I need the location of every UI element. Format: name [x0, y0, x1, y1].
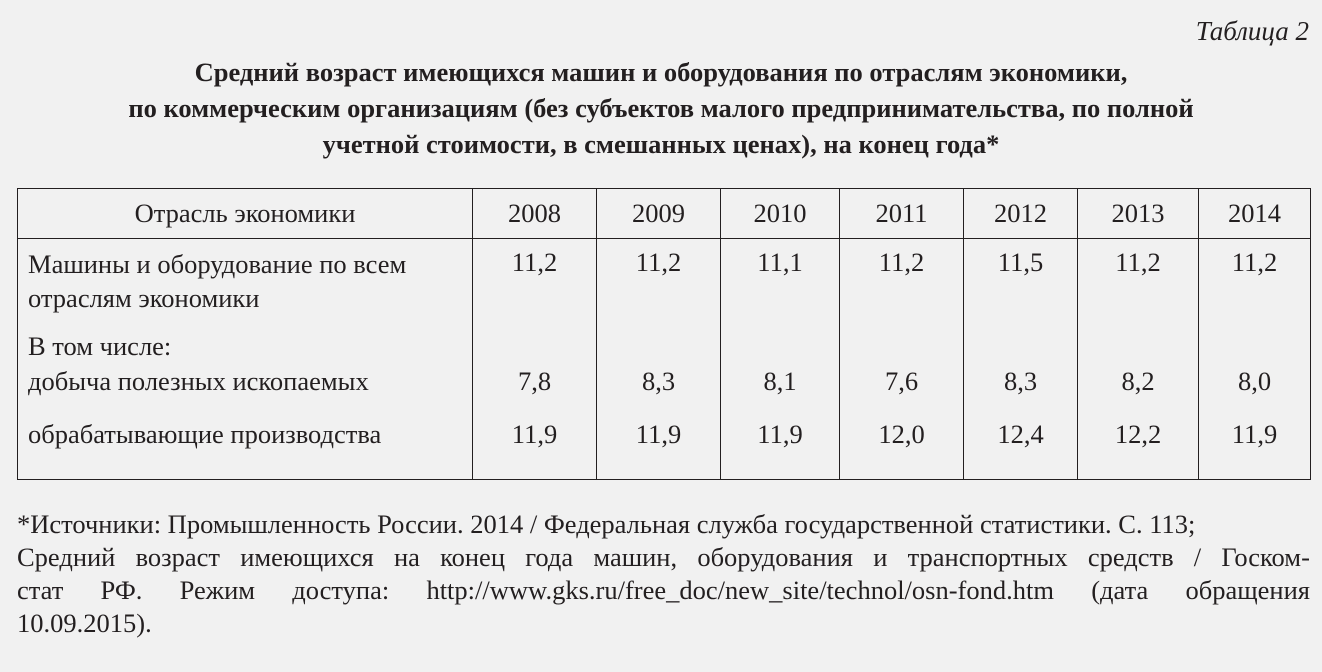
table-cell: 7,8: [473, 363, 597, 399]
footnote-word: /: [1193, 542, 1202, 572]
footnote: [17, 508, 1310, 640]
footnote-word: Режим: [179, 575, 256, 605]
column-header-year: 2008: [473, 189, 597, 239]
footnote-word: машин,: [593, 542, 678, 572]
column-header-year: 2010: [721, 189, 840, 239]
footnote-word: конец: [440, 542, 505, 572]
table-cell: 8,3: [964, 363, 1078, 399]
table-cell: 11,2: [597, 239, 721, 326]
footnote-word: обращения: [1185, 575, 1310, 605]
footnote-line-4: 10.09.2015).: [17, 608, 152, 638]
table-cell: 12,4: [964, 399, 1078, 480]
table-cell: 11,9: [721, 399, 840, 480]
header-row: [18, 189, 1311, 239]
column-header-sector: Отрасль экономики: [18, 189, 473, 239]
footnote-line-3: [17, 574, 1310, 607]
footnote-word: (дата: [1091, 575, 1149, 605]
footnote-word: средств: [1087, 542, 1174, 572]
table-cell: 11,9: [1199, 399, 1311, 480]
footnote-word: Средний: [17, 542, 116, 572]
footnote-word: транспортных: [907, 542, 1068, 572]
table-cell: 11,5: [964, 239, 1078, 326]
table-cell: 11,2: [473, 239, 597, 326]
footnote-line-1: *Источники: Промышленность России. 2014 / Федеральная служба государственной статистики. С. 113;: [17, 509, 1196, 539]
table-cell: 11,1: [721, 239, 840, 326]
table-cell: 7,6: [840, 363, 964, 399]
table-cell: 11,2: [1199, 239, 1311, 326]
footnote-word[interactable]: http://www.gks.ru/free_doc/new_site/technol/osn-fond.htm: [426, 575, 1054, 605]
column-header-year: 2012: [964, 189, 1078, 239]
row-label-line: Машины и оборудование по всем: [28, 249, 407, 279]
table-row-subheading: [18, 325, 1311, 363]
table-row: [18, 363, 1311, 399]
table-row: [18, 399, 1311, 480]
footnote-word: Госком-: [1221, 542, 1310, 572]
column-header-year: 2014: [1199, 189, 1311, 239]
footnote-word: РФ.: [100, 575, 143, 605]
table-cell: 8,3: [597, 363, 721, 399]
footnote-word: на: [393, 542, 420, 572]
table-label: Таблица 2: [1195, 16, 1309, 46]
footnote-word: года: [525, 542, 574, 572]
title-line-2: по коммерческим организациям (без субъектов малого предпринимательства, по полной: [128, 93, 1194, 123]
footnote-word: оборудования: [697, 542, 853, 572]
row-label: обрабатывающие производства: [18, 399, 473, 480]
table-cell: 8,1: [721, 363, 840, 399]
footnote-word: доступа:: [292, 575, 390, 605]
subheading-label: В том числе:: [18, 325, 473, 363]
table-row: [18, 239, 1311, 326]
table-cell: 11,2: [840, 239, 964, 326]
column-header-year: 2013: [1078, 189, 1199, 239]
row-label: [18, 239, 473, 326]
footnote-word: возраст: [135, 542, 220, 572]
footnote-word: и: [873, 542, 888, 572]
row-label-line: отраслям экономики: [28, 283, 260, 313]
footnote-line-2: [17, 541, 1310, 574]
column-header-year: 2011: [840, 189, 964, 239]
table-cell: 11,2: [1078, 239, 1199, 326]
table-cell: 12,0: [840, 399, 964, 480]
table-cell: 11,9: [597, 399, 721, 480]
row-label: добыча полезных ископаемых: [18, 363, 473, 399]
title-line-1: Средний возраст имеющихся машин и оборудования по отраслям экономики,: [194, 57, 1128, 87]
footnote-word: имеющихся: [240, 542, 374, 572]
footnote-word: стат: [17, 575, 64, 605]
column-header-year: 2009: [597, 189, 721, 239]
table-cell: 11,9: [473, 399, 597, 480]
data-table: [17, 188, 1311, 480]
table-title: [0, 54, 1322, 162]
table-cell: 8,0: [1199, 363, 1311, 399]
title-line-3: учетной стоимости, в смешанных ценах), на конец года*: [322, 129, 1000, 159]
table-cell: 12,2: [1078, 399, 1199, 480]
table-cell: 8,2: [1078, 363, 1199, 399]
